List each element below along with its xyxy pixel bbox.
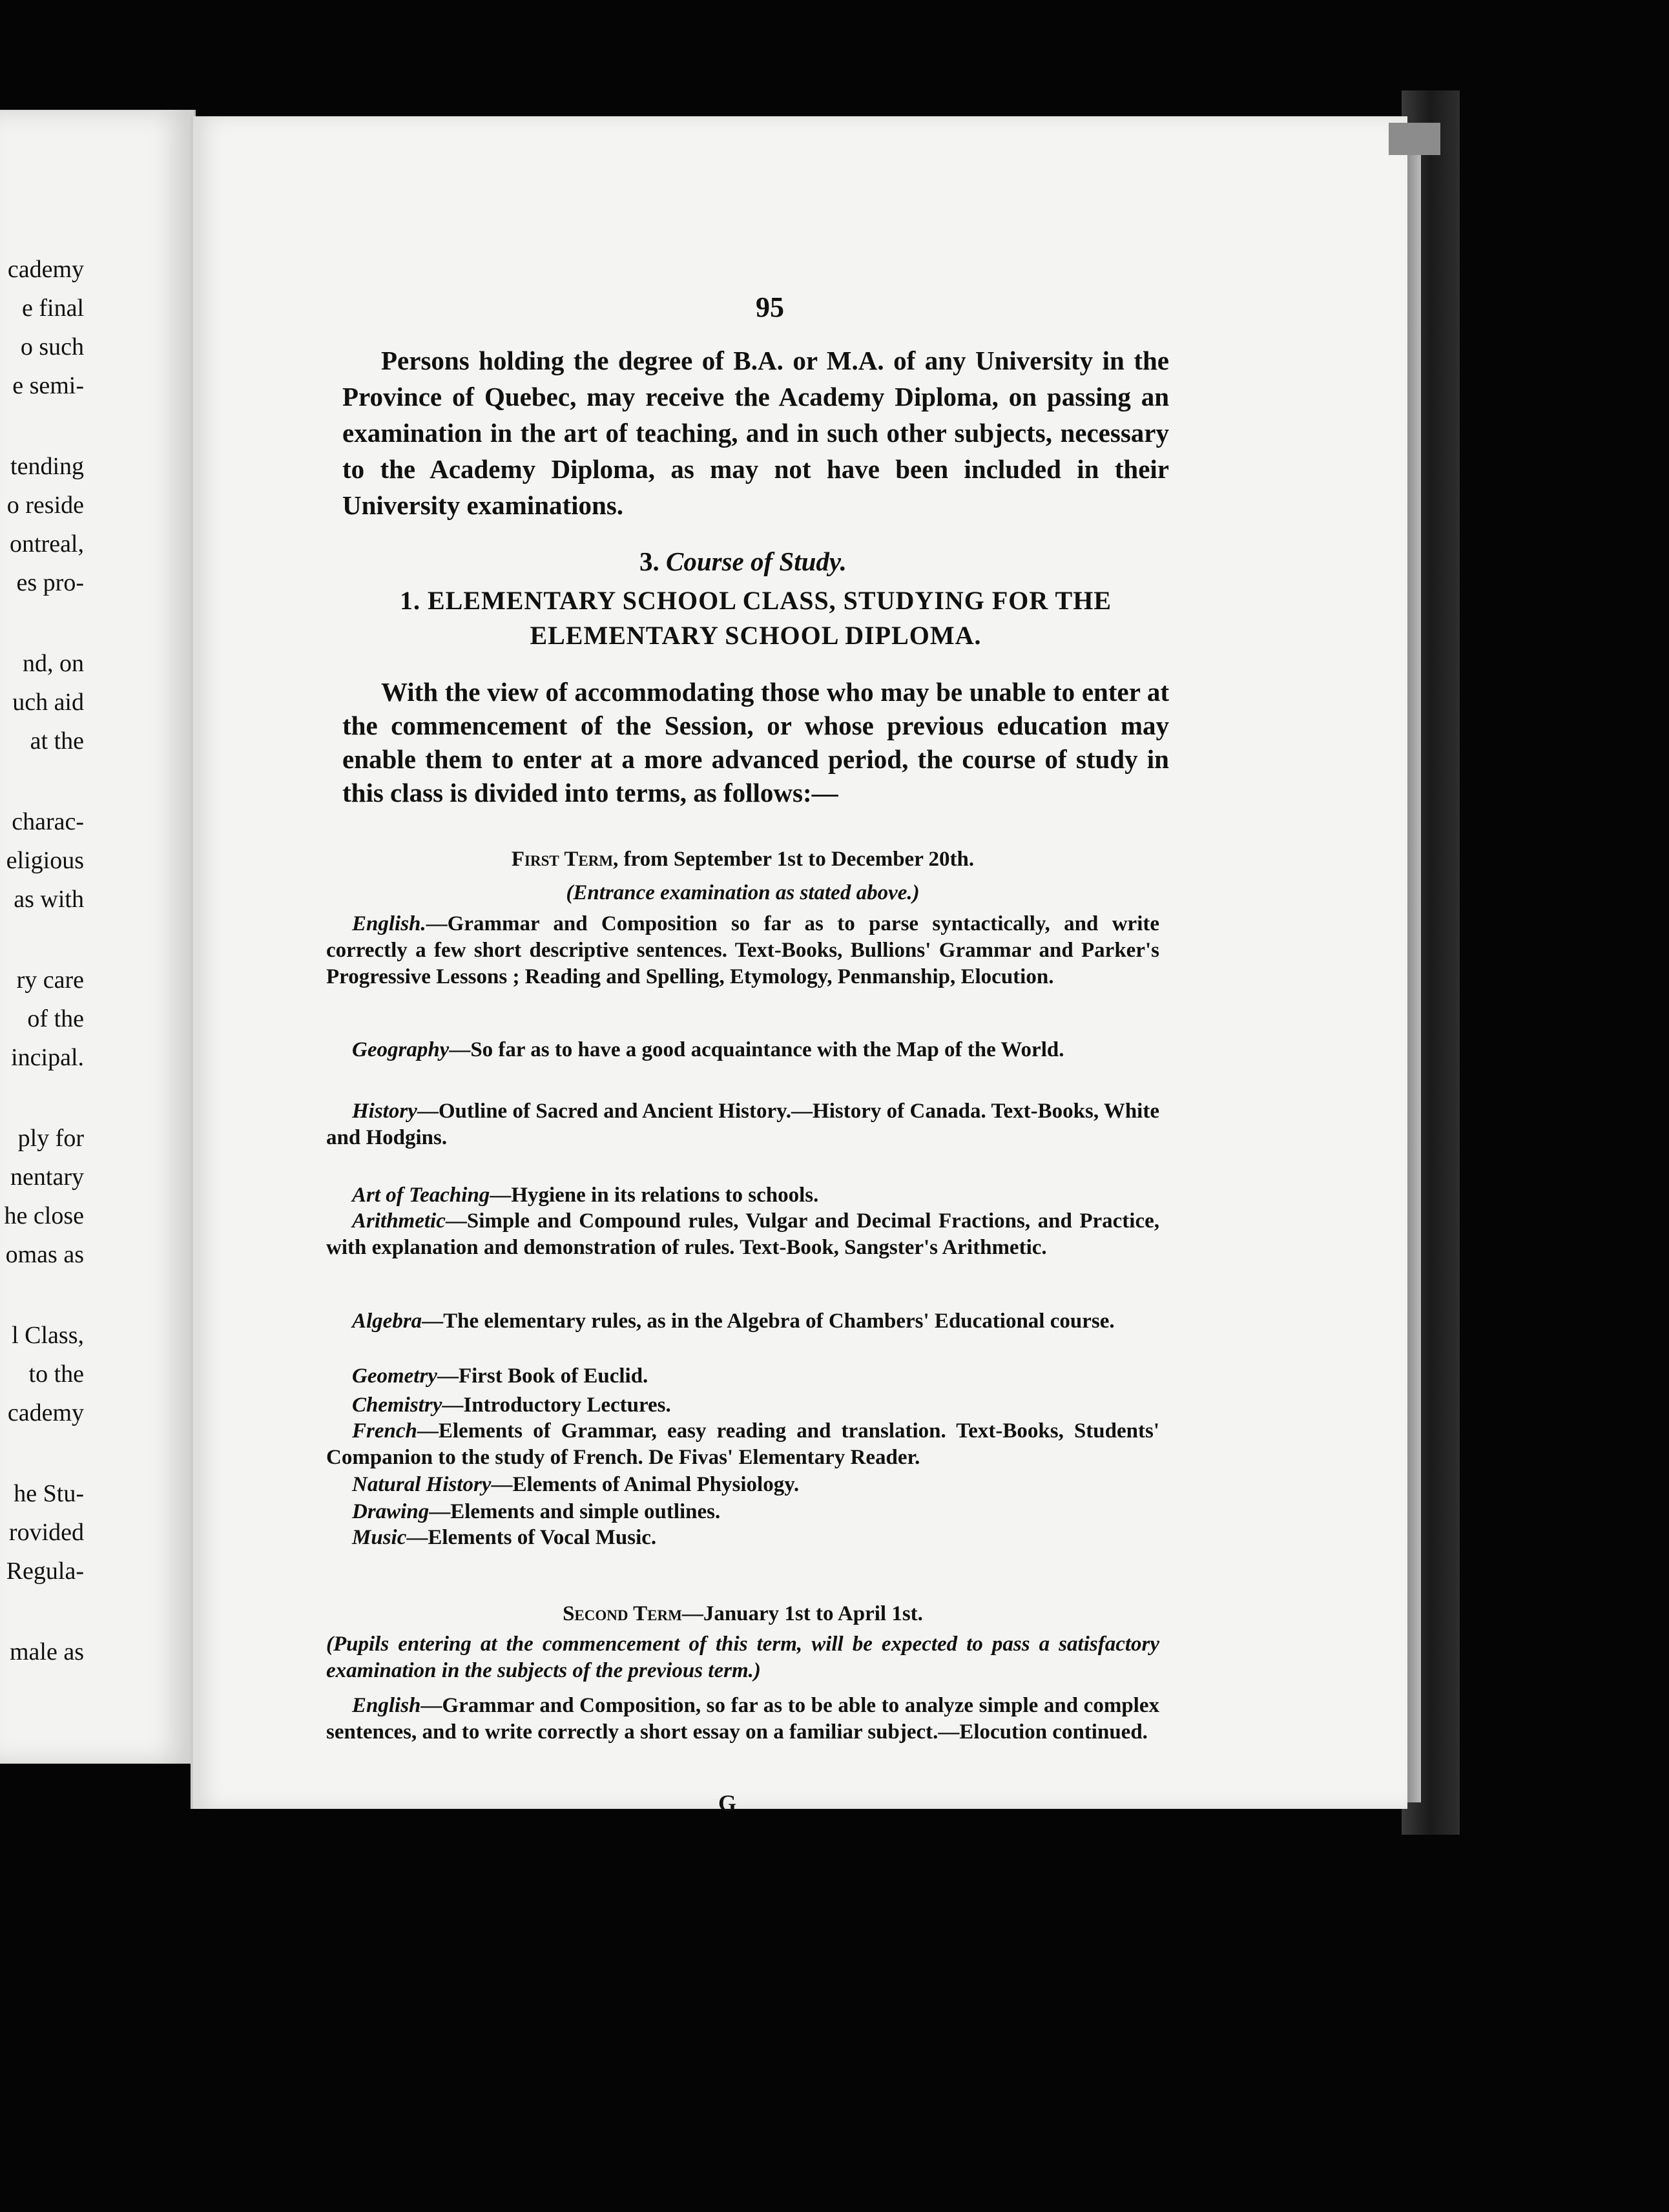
left-page-line: to the — [28, 1361, 84, 1388]
subject-text: —Grammar and Composition, so far as to be able to analyze simple and complex sentences, and to write correctly a short essay on a familiar subject.—Elocution continued. — [326, 1694, 1159, 1744]
left-page-line: eligious — [6, 847, 84, 874]
subject-text: —Elements of Animal Physiology. — [491, 1473, 800, 1496]
subject-name: English. — [352, 912, 426, 935]
subject-entry — [326, 1472, 1159, 1498]
subject-name: Art of Teaching — [352, 1184, 490, 1207]
subject-name: Geography — [352, 1038, 450, 1061]
view-paragraph: With the view of accommodating those who may be unable to enter at the commencement of the Session, or whose previous education may enable them to enter at a more advanced period, the course of study in this class is divided into terms, as follows:— — [342, 677, 1169, 808]
subject-entry — [326, 1392, 1159, 1419]
subject-text: —So far as to have a good acquaintance with the Map of the World. — [449, 1038, 1064, 1061]
second-term-label: Second Term — [563, 1602, 682, 1625]
left-page-line: ply for — [17, 1125, 84, 1152]
first-term-note: (Entrance examination as stated above.) — [566, 881, 920, 904]
left-page-line: o such — [20, 333, 84, 360]
subject-text: —Elements of Grammar, easy reading and translation. Text-Books, Students' Companion to the study of French. De Fivas' Elementary Reader. — [326, 1419, 1159, 1469]
subject-name: Algebra — [352, 1309, 422, 1333]
left-page-line: male as — [9, 1638, 84, 1665]
subject-entry — [326, 1525, 1159, 1551]
left-page-line: uch aid — [12, 689, 84, 716]
subject-entry — [326, 1308, 1159, 1335]
intro-paragraph: Persons holding the degree of B.A. or M.A. of any University in the Province of Quebec, may receive the Academy Diploma, on passing an examination in the art of teaching, and in such other subjects, necessary to the Academy Diploma, as may not have been included in their University examinations. — [342, 346, 1169, 520]
first-term-dates: from September 1st to December 20th. — [618, 848, 975, 871]
subject-name: Drawing — [352, 1500, 430, 1523]
second-term-dates: —January 1st to April 1st. — [681, 1602, 923, 1625]
heading — [342, 583, 1169, 653]
left-page-line: ontreal, — [9, 530, 84, 558]
section-title — [639, 546, 847, 577]
subject-text: —Grammar and Composition so far as to parse syntactically, and write correctly a few short descriptive sentences. Text-Books, Bullions' Grammar and Parker's Progressive Lessons ; Reading and Spelling, Etymology, Penmanship, Elocution. — [326, 912, 1159, 988]
subject-name: History — [352, 1100, 417, 1123]
subject-text: —The elementary rules, as in the Algebra of Chambers' Educational course. — [422, 1309, 1115, 1333]
subject-entry — [326, 1037, 1159, 1063]
subject-name: Arithmetic — [352, 1209, 446, 1233]
subject-entry — [326, 1098, 1159, 1151]
left-page-line: cademy — [7, 1399, 84, 1426]
section-title-text: Course of Study. — [666, 547, 847, 576]
subject-entry — [326, 1499, 1159, 1525]
subject-entry — [326, 1418, 1159, 1471]
subject-name: English — [352, 1694, 421, 1717]
left-page-line: at the — [30, 727, 84, 755]
left-page-line: he Stu- — [14, 1480, 84, 1507]
first-term-header — [326, 846, 1159, 873]
first-term-label: First Term, — [511, 848, 619, 871]
left-page-line: e semi- — [12, 372, 84, 399]
left-page-line: l Class, — [12, 1322, 84, 1349]
page-number: 95 — [756, 291, 784, 323]
subject-text: —Elements of Vocal Music. — [406, 1526, 657, 1549]
subject-name: Chemistry — [352, 1393, 442, 1417]
subject-entry — [326, 1182, 1159, 1209]
signature-mark: G — [718, 1790, 737, 1816]
second-term-note: (Pupils entering at the commencement of this term, will be expected to pass a satisfactory examination in the subjects of the previous term.) — [326, 1633, 1159, 1682]
subject-name: Music — [352, 1526, 407, 1549]
heading-line-2: ELEMENTARY SCHOOL DIPLOMA. — [530, 621, 982, 650]
subject-entry — [326, 1208, 1159, 1261]
left-page-line: cademy — [7, 256, 84, 283]
heading-line-1: 1. ELEMENTARY SCHOOL CLASS, STUDYING FOR THE — [399, 586, 1112, 615]
left-page-line: ry care — [16, 966, 84, 994]
subject-text: —Hygiene in its relations to schools. — [490, 1184, 819, 1207]
subject-name: Geometry — [352, 1364, 437, 1388]
subject-name: Natural History — [352, 1473, 492, 1496]
left-page-line: of the — [27, 1005, 84, 1032]
second-term-header — [326, 1601, 1159, 1627]
left-page-line: e final — [21, 295, 84, 322]
left-page-line: omas as — [5, 1241, 84, 1268]
subject-text: —Outline of Sacred and Ancient History.—History of Canada. Text-Books, White and Hodgins. — [326, 1100, 1159, 1149]
section-number: 3. — [639, 547, 659, 576]
left-page-line: as with — [14, 886, 84, 913]
left-page-line: he close — [4, 1202, 84, 1229]
left-page-line: rovided — [8, 1519, 84, 1546]
left-page-line: tending — [10, 453, 84, 480]
left-page-line: es pro- — [16, 569, 84, 596]
subject-text: —First Book of Euclid. — [437, 1364, 648, 1388]
left-page-line: nentary — [10, 1163, 84, 1191]
subject-text: —Simple and Compound rules, Vulgar and Decimal Fractions, and Practice, with explanation and demonstration of rules. Text-Book, Sangster's Arithmetic. — [326, 1209, 1159, 1259]
subject-entry — [326, 1693, 1159, 1746]
left-facing-page — [0, 110, 196, 1764]
left-page-line: charac- — [12, 808, 84, 835]
subject-text: —Introductory Lectures. — [442, 1393, 671, 1417]
left-page-line: nd, on — [23, 650, 84, 677]
subject-name: French — [352, 1419, 417, 1443]
subject-entry — [326, 911, 1159, 990]
left-page-line: o reside — [6, 492, 84, 519]
binding-strip — [1389, 123, 1440, 155]
subject-text: —Elements and simple outlines. — [429, 1500, 721, 1523]
left-page-line: incipal. — [11, 1044, 84, 1071]
subject-entry — [326, 1363, 1159, 1390]
left-page-line: Regula- — [6, 1558, 84, 1585]
